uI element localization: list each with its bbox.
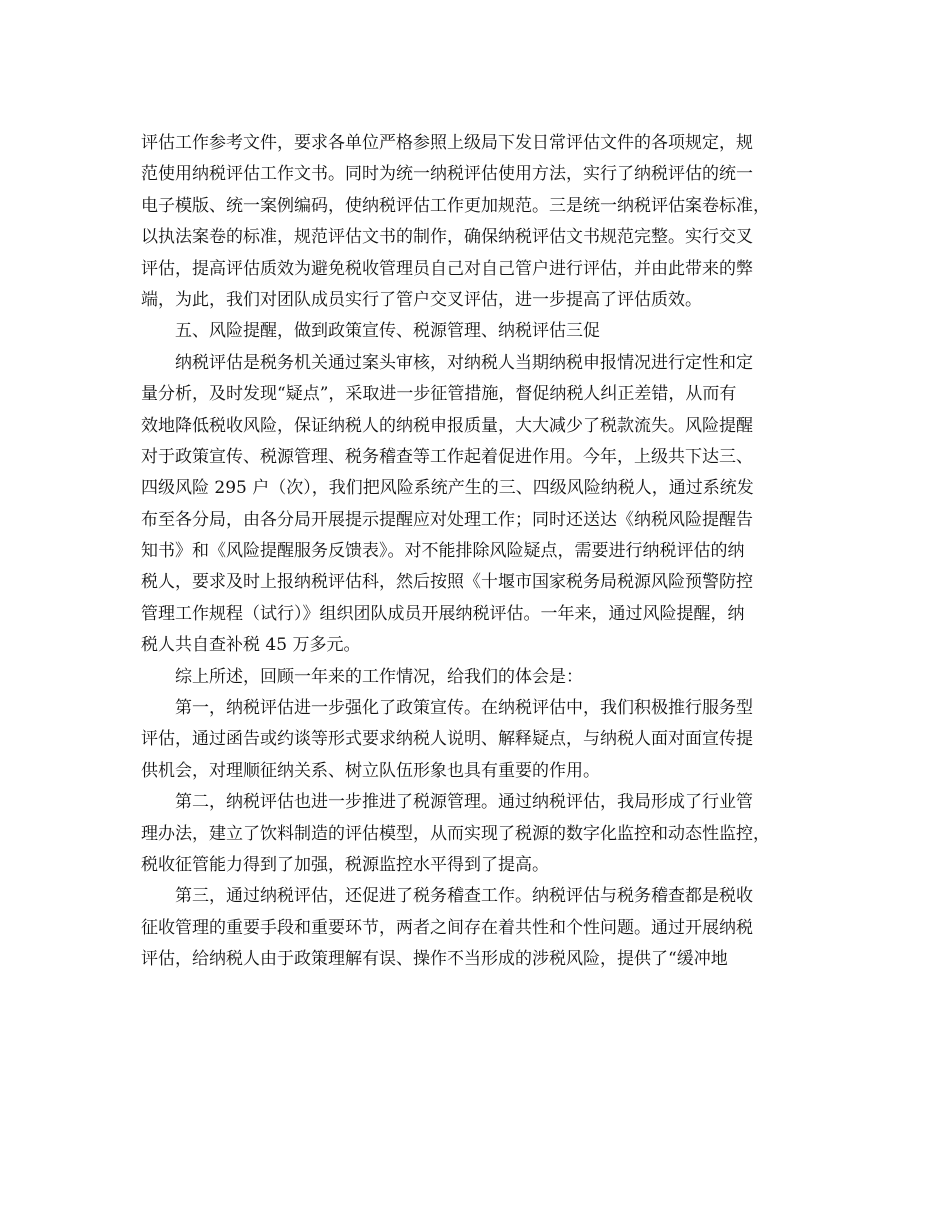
- text-line: 范使用纳税评估工作文书。同时为统一纳税评估使用方法，实行了纳税评估的统一: [141, 164, 753, 185]
- text-line: 评估，提高评估质效为避免税收管理员自己对自己管户进行评估，并由此带来的弊: [141, 258, 753, 279]
- text-line: 布至各分局，由各分局开展提示提醒应对处理工作；同时还送达《纳税风险提醒告: [141, 509, 753, 530]
- text-line: 端，为此，我们对团队成员实行了管户交叉评估，进一步提高了评估质效。: [141, 289, 702, 310]
- document-body: [141, 128, 813, 976]
- text-line: 综上所述，回顾一年来的工作情况，给我们的体会是：: [175, 666, 583, 687]
- text-line: 征收管理的重要手段和重要环节，两者之间存在着共性和个性问题。通过开展纳税: [141, 917, 753, 938]
- text-line: 四级风险 295 户（次），我们把风险系统产生的三、四级风险纳税人，通过系统发: [141, 478, 754, 499]
- text-line: 纳税评估是税务机关通过案头审核，对纳税人当期纳税申报情况进行定性和定: [175, 352, 753, 373]
- text-line: 量分析，及时发现“疑点”，采取进一步征管措施，督促纳税人纠正差错，从而有: [141, 384, 737, 405]
- text-line: 评估，给纳税人由于政策理解有误、操作不当形成的涉税风险，提供了“缓冲地: [141, 949, 728, 970]
- text-line: 五、风险提醒，做到政策宣传、税源管理、纳税评估三促: [175, 321, 600, 342]
- text-line: 第二，纳税评估也进一步推进了税源管理。通过纳税评估，我局形成了行业管: [175, 792, 753, 813]
- text-line: 以执法案卷的标准，规范评估文书的制作，确保纳税评估文书规范完整。实行交叉: [141, 227, 753, 248]
- text-line: 对于政策宣传、税源管理、税务稽查等工作起着促进作用。今年，上级共下达三、: [141, 446, 753, 467]
- text-line: 税人共自查补税 45 万多元。: [141, 635, 361, 656]
- text-line: 税人，要求及时上报纳税评估科，然后按照《十堰市国家税务局税源风险预警防控: [141, 572, 753, 593]
- text-line: 税收征管能力得到了加强，税源监控水平得到了提高。: [141, 854, 549, 875]
- text-line: 第一，纳税评估进一步强化了政策宣传。在纳税评估中，我们积极推行服务型: [175, 698, 753, 719]
- text-line: 评估工作参考文件，要求各单位严格参照上级局下发日常评估文件的各项规定，规: [141, 133, 753, 153]
- text-line: 效地降低税收风险，保证纳税人的纳税申报质量，大大减少了税款流失。风险提醒: [141, 415, 753, 436]
- text-line: 第三，通过纳税评估，还促进了税务稽查工作。纳税评估与税务稽查都是税收: [175, 886, 753, 907]
- text-line: 评估，通过函告或约谈等形式要求纳税人说明、解释疑点，与纳税人面对面宣传提: [141, 729, 753, 750]
- text-line: 电子模版、统一案例编码，使纳税评估工作更加规范。三是统一纳税评估案卷标准，: [141, 195, 770, 216]
- text-line: 理办法，建立了饮料制造的评估模型，从而实现了税源的数字化监控和动态性监控，: [141, 823, 770, 844]
- text-line: 知书》和《风险提醒服务反馈表》。对不能排除风险疑点，需要进行纳税评估的纳: [141, 541, 745, 562]
- text-line: 供机会，对理顺征纳关系、树立队伍形象也具有重要的作用。: [141, 760, 600, 781]
- text-line: 管理工作规程（试行）》组织团队成员开展纳税评估。一年来，通过风险提醒，纳: [141, 603, 745, 624]
